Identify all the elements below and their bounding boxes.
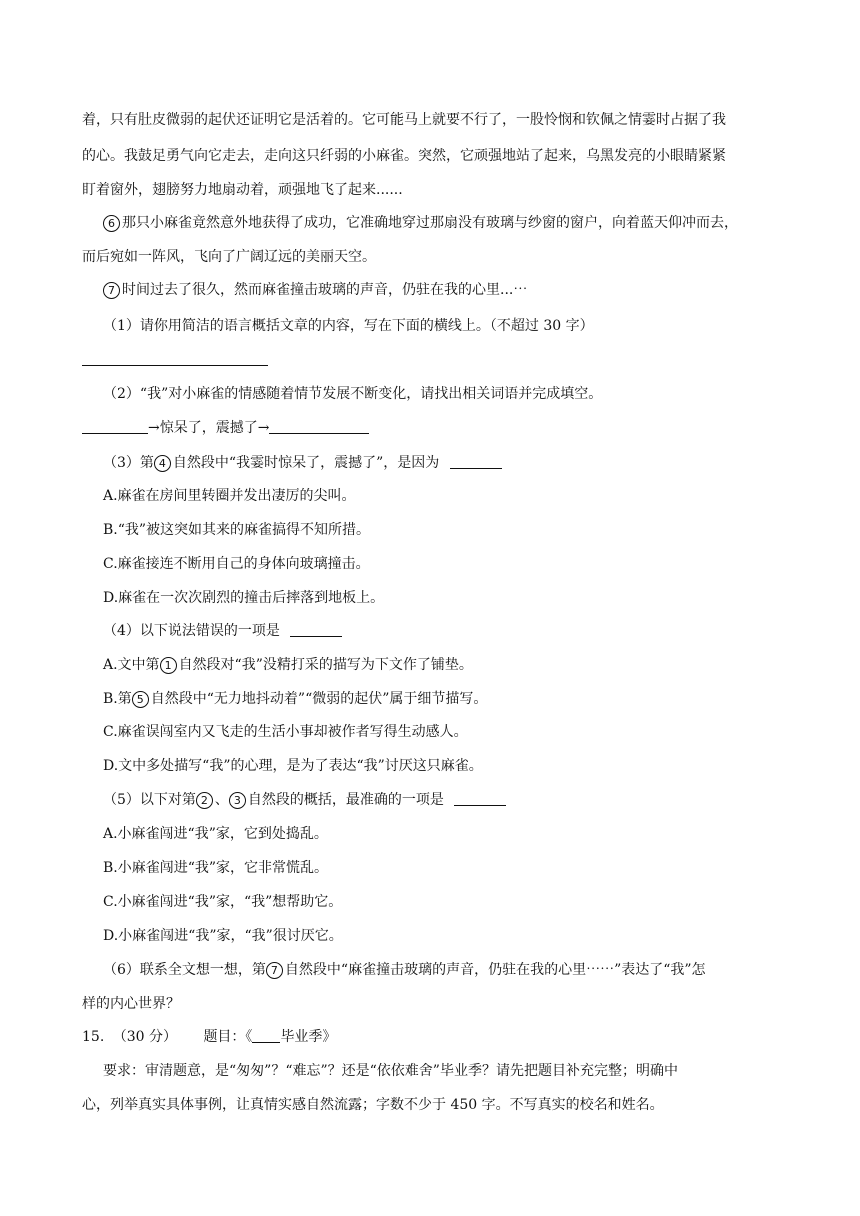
q3-option-a: A.麻雀在房间里转圈并发出凄厉的尖叫。 — [103, 488, 356, 504]
question-6 — [103, 960, 706, 980]
q4-option-c: C.麻雀误闯室内又飞走的生活小事却被作者写得生动感人。 — [103, 724, 468, 740]
option-text: 自然段对“我”没精打采的描写为下文作了铺垫。 — [178, 657, 473, 673]
question-2-fill — [82, 418, 782, 438]
answer-blank[interactable] — [82, 419, 148, 434]
essay-title-suffix: 毕业季》 — [280, 1029, 337, 1045]
question-2: （2）“我”对小麻雀的情感随着情节发展不断变化，请找出相关词语并完成填空。 — [103, 386, 603, 402]
question-5 — [103, 790, 506, 810]
q3-option-b: B.“我”被这突如其来的麻雀搞得不知所措。 — [103, 522, 371, 538]
question-6-cont: 样的内心世界？ — [82, 996, 180, 1012]
question-6-prefix: （6）联系全文想一想，第 — [103, 962, 266, 978]
q5-option-c: C.小麻雀闯进“我”家，“我”想帮助它。 — [103, 894, 343, 910]
question-4 — [103, 621, 342, 641]
answer-blank[interactable] — [82, 351, 268, 366]
circled-number: 1 — [160, 657, 177, 674]
question-6-text: 自然段中“麻雀撞击玻璃的声音，仍驻在我的心里⋯⋯”表达了“我”怎 — [284, 962, 706, 978]
question-score: （30 分） — [112, 1029, 177, 1045]
separator: 、 — [214, 792, 229, 808]
question-1: （1）请你用简洁的语言概括文章的内容，写在下面的横线上。（不超过 30 字） — [103, 318, 594, 334]
fill-arrow-text: →惊呆了，震撼了→ — [148, 420, 270, 436]
essay-title-prefix: 题目：《 — [203, 1029, 253, 1045]
question-3 — [103, 453, 502, 473]
circled-number: 2 — [196, 792, 213, 809]
passage-line-3: 盯着窗外，翅膀努力地扇动着，顽强地飞了起来...... — [82, 182, 403, 198]
paragraph-6-cont: 而后宛如一阵风，飞向了广阔辽远的美丽天空。 — [82, 249, 376, 265]
question-3-text: 自然段中“我霎时惊呆了，震撼了”，是因为 — [172, 455, 440, 471]
answer-blank[interactable] — [290, 622, 342, 637]
question-15-header — [82, 1027, 336, 1047]
circled-number: 5 — [132, 691, 149, 708]
answer-line-1[interactable] — [82, 350, 782, 370]
passage-line-1: 着，只有肚皮微弱的起伏还证明它是活着的。它可能马上就要不行了，一股怜悯和钦佩之情霎时占据了我 — [82, 112, 726, 128]
paragraph-6 — [103, 213, 738, 233]
question-5-prefix: （5）以下对第 — [103, 792, 196, 808]
q4-option-a — [103, 655, 473, 675]
q3-option-d: D.麻雀在一次次剧烈的撞击后摔落到地板上。 — [103, 590, 385, 606]
answer-blank[interactable] — [450, 454, 502, 469]
essay-requirement-2: 心，列举真实具体事例，让真情实感自然流露；字数不少于 450 字。不写真实的校名和姓名。 — [82, 1097, 664, 1113]
passage-line-2: 的心。我鼓足勇气向它走去，走向这只纤弱的小麻雀。突然，它顽强地站了起来，乌黑发亮的小眼睛紧紧 — [82, 148, 726, 164]
paragraph-7 — [103, 280, 527, 300]
paragraph-6-text: 那只小麻雀竟然意外地获得了成功，它准确地穿过那扇没有玻璃与纱窗的窗户，向着蓝天仰冲而去， — [122, 215, 738, 231]
q4-option-b — [103, 689, 487, 709]
circled-number: 7 — [103, 282, 120, 299]
answer-blank[interactable] — [269, 419, 369, 434]
q3-option-c: C.麻雀接连不断用自己的身体向玻璃撞击。 — [103, 556, 370, 572]
circled-number: 6 — [103, 215, 120, 232]
question-5-text: 自然段的概括，最准确的一项是 — [247, 792, 444, 808]
option-prefix: B.第 — [103, 691, 132, 707]
q5-option-d: D.小麻雀闯进“我”家，“我”很讨厌它。 — [103, 928, 343, 944]
option-text: 自然段中“无力地抖动着”“微弱的起伏”属于细节描写。 — [150, 691, 488, 707]
paragraph-7-text: 时间过去了很久，然而麻雀撞击玻璃的声音，仍驻在我的心里...⋯ — [122, 282, 528, 298]
title-blank[interactable] — [252, 1028, 280, 1043]
circled-number: 3 — [229, 792, 246, 809]
answer-blank[interactable] — [454, 791, 506, 806]
q5-option-b: B.小麻雀闯进“我”家，它非常慌乱。 — [103, 860, 329, 876]
question-4-text: （4）以下说法错误的一项是 — [103, 623, 280, 639]
circled-number: 7 — [266, 962, 283, 979]
option-prefix: A.文中第 — [103, 657, 160, 673]
question-number: 15. — [82, 1029, 105, 1045]
question-3-prefix: （3）第 — [103, 455, 154, 471]
essay-requirement-1: 要求：审清题意，是“匆匆”？“难忘”？还是“依依难舍”毕业季？请先把题目补充完整；明确中 — [103, 1063, 678, 1079]
q5-option-a: A.小麻雀闯进“我”家，它到处捣乱。 — [103, 826, 328, 842]
circled-number: 4 — [154, 455, 171, 472]
q4-option-d: D.文中多处描写“我”的心理，是为了表达“我”讨厌这只麻雀。 — [103, 758, 483, 774]
